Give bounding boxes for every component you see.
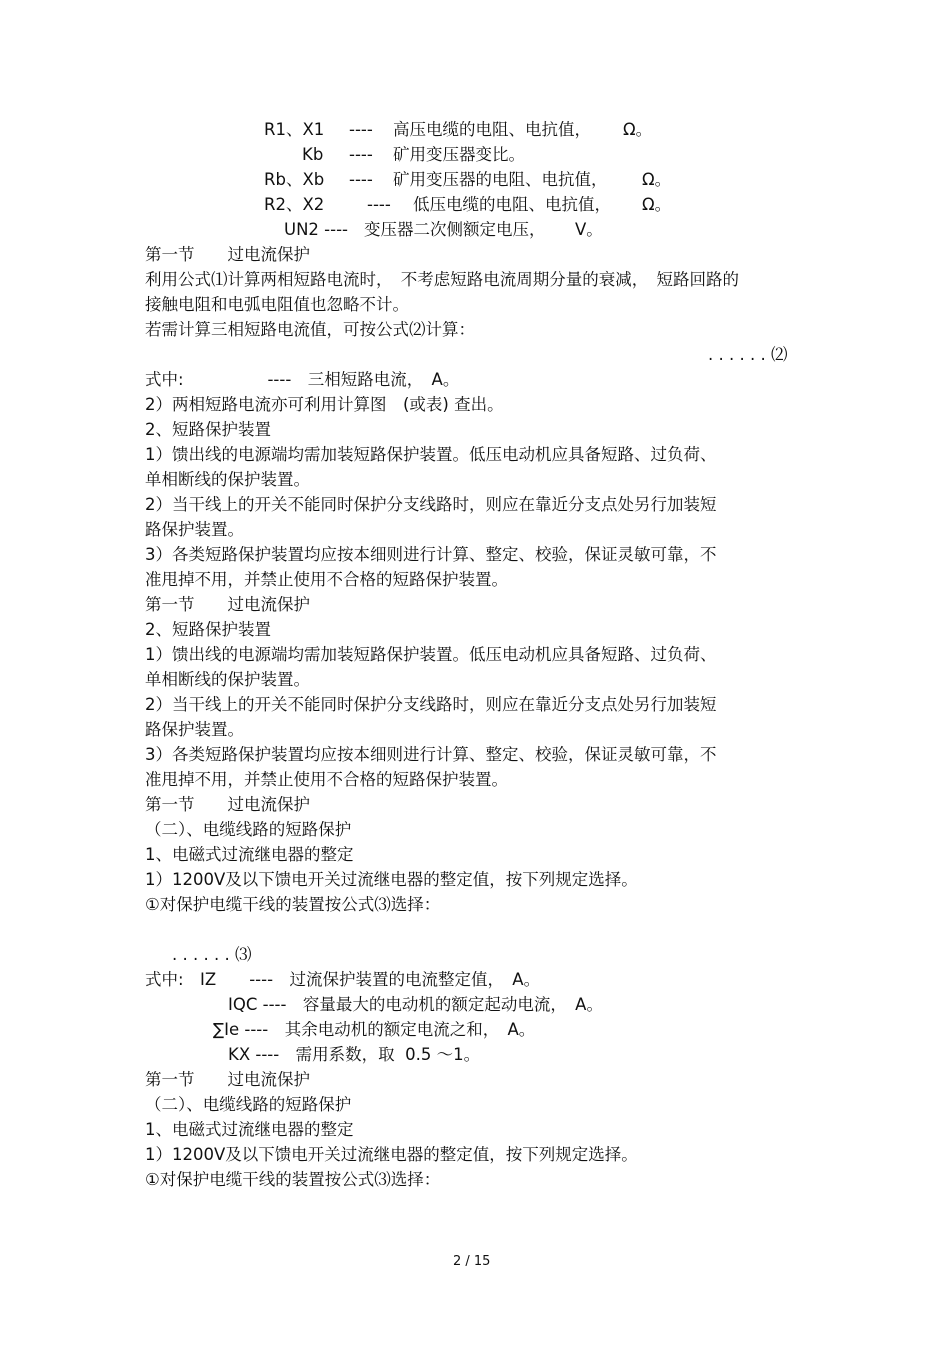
list-item: 1）馈出线的电源端均需加装短路保护装置。低压电动机应具备短路、过负荷、 — [145, 645, 717, 664]
list-item: 路保护装置。 — [145, 520, 244, 539]
list-item: 3）各类短路保护装置均应按本细则进行计算、整定、校验，保证灵敏可靠，不 — [145, 745, 717, 764]
list-item: 准甩掉不用，并禁止使用不合格的短路保护装置。 — [145, 570, 508, 589]
symbol-dash: ---- — [349, 145, 373, 164]
list-item: 1）1200V及以下馈电开关过流继电器的整定值，按下列规定选择。 — [145, 870, 638, 889]
list-item: 准甩掉不用，并禁止使用不合格的短路保护装置。 — [145, 770, 508, 789]
list-item: ①对保护电缆干线的装置按公式⑶选择： — [145, 895, 441, 914]
paragraph-line: 利用公式⑴计算两相短路电流时， 不考虑短路电流周期分量的衰减， 短路回路的 — [145, 270, 739, 289]
formula-legend: IQC ---- 容量最大的电动机的额定起动电流， A。 — [228, 995, 603, 1014]
symbol-desc: 变压器二次侧额定电压， — [364, 220, 546, 239]
symbol-name: R2、X2 — [264, 195, 325, 214]
formula-legend: 式中: ---- 三相短路电流， A。 — [145, 370, 460, 389]
symbol-dash: ---- — [367, 195, 391, 214]
section-heading: 第一节 过电流保护 — [145, 1070, 310, 1089]
list-item: 3）各类短路保护装置均应按本细则进行计算、整定、校验，保证灵敏可靠，不 — [145, 545, 717, 564]
symbol-name: Kb — [302, 145, 324, 164]
section-heading: 第一节 过电流保护 — [145, 245, 310, 264]
list-item: 1）馈出线的电源端均需加装短路保护装置。低压电动机应具备短路、过负荷、 — [145, 445, 717, 464]
section-heading: 第一节 过电流保护 — [145, 595, 310, 614]
symbol-desc: 矿用变压器变比。 — [393, 145, 525, 164]
symbol-unit: Ω。 — [623, 120, 653, 139]
symbol-desc: 高压电缆的电阻、电抗值， — [393, 120, 591, 139]
section-heading: 第一节 过电流保护 — [145, 795, 310, 814]
symbol-name: UN2 ---- — [284, 220, 348, 239]
subsection-heading: 2、短路保护装置 — [145, 420, 271, 439]
symbol-dash: ---- — [349, 120, 373, 139]
list-item: 2）当干线上的开关不能同时保护分支线路时，则应在靠近分支点处另行加装短 — [145, 695, 717, 714]
symbol-name: R1、X1 — [264, 120, 325, 139]
subsection-heading: （二）、电缆线路的短路保护 — [145, 1095, 352, 1114]
subsection-heading: （二）、电缆线路的短路保护 — [145, 820, 352, 839]
formula-legend: ∑Ie ---- 其余电动机的额定电流之和， A。 — [213, 1020, 536, 1039]
list-item: 1）1200V及以下馈电开关过流继电器的整定值，按下列规定选择。 — [145, 1145, 638, 1164]
symbol-desc: 矿用变压器的电阻、电抗值， — [393, 170, 608, 189]
symbol-name: Rb、Xb — [264, 170, 325, 189]
list-item: 单相断线的保护装置。 — [145, 670, 310, 689]
list-item: 单相断线的保护装置。 — [145, 470, 310, 489]
list-item: 2）当干线上的开关不能同时保护分支线路时，则应在靠近分支点处另行加装短 — [145, 495, 717, 514]
subsection-heading: 1、电磁式过流继电器的整定 — [145, 1120, 354, 1139]
list-item: ①对保护电缆干线的装置按公式⑶选择： — [145, 1170, 441, 1189]
list-item: 路保护装置。 — [145, 720, 244, 739]
symbol-desc: 低压电缆的电阻、电抗值， — [413, 195, 611, 214]
formula-legend: 式中: IZ ---- 过流保护装置的电流整定值， A。 — [145, 970, 541, 989]
formula-number: . . . . . . ⑵ — [708, 345, 788, 364]
symbol-unit: Ω。 — [642, 195, 672, 214]
paragraph-line: 接触电阻和电弧电阻值也忽略不计。 — [145, 295, 409, 314]
page-number: 2 / 15 — [453, 1254, 491, 1269]
paragraph-line: 若需计算三相短路电流值，可按公式⑵计算： — [145, 320, 475, 339]
formula-legend: KX ---- 需用系数，取 0.5 ～1。 — [228, 1045, 481, 1064]
subsection-heading: 1、电磁式过流继电器的整定 — [145, 845, 354, 864]
symbol-unit: V。 — [575, 220, 603, 239]
symbol-dash: ---- — [349, 170, 373, 189]
formula-number: . . . . . . ⑶ — [172, 945, 252, 964]
symbol-unit: Ω。 — [642, 170, 672, 189]
paragraph-line: 2）两相短路电流亦可利用计算图 (或表) 查出。 — [145, 395, 504, 414]
subsection-heading: 2、短路保护装置 — [145, 620, 271, 639]
